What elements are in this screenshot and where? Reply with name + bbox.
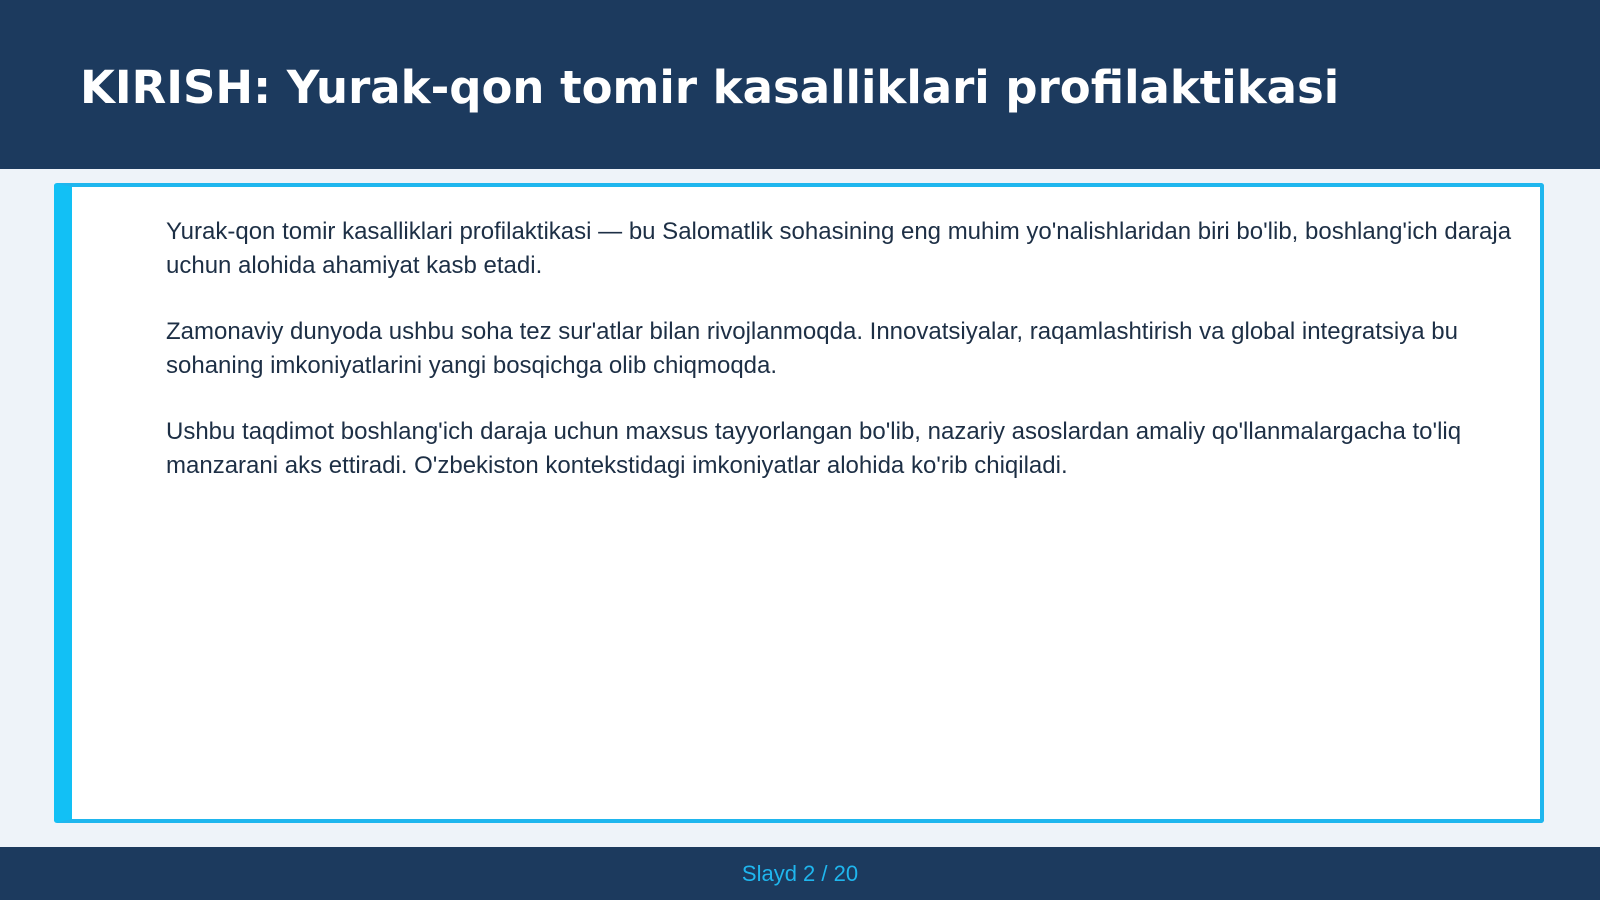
slide-counter: Slayd 2 / 20: [741, 861, 859, 886]
intro-paragraph: Yurak-qon tomir kasalliklari profilaktikasi — bu Salomatlik sohasining eng muhim yo'nalishlaridan biri bo'lib, boshlang'ich daraja uchun alohida ahamiyat kasb etadi.: [166, 218, 1512, 279]
development-paragraph: Zamonaviy dunyoda ushbu soha tez sur'atlar bilan rivojlanmoqda. Innovatsiyalar, raqamlashtirish va global integratsiya bu sohaning imkoniyatlarini yangi bosqichga olib chiqmoqda.: [166, 318, 1458, 379]
slide-title: KIRISH: Yurak-qon tomir kasalliklari profilaktikasi: [80, 61, 1340, 114]
slide-header: [0, 0, 1600, 169]
slide-footer: [0, 847, 1600, 900]
content-body: [166, 215, 1536, 515]
presentation-purpose-paragraph: Ushbu taqdimot boshlang'ich daraja uchun maxsus tayyorlangan bo'lib, nazariy asoslardan amaliy qo'llanmalargacha to'liq manzarani aks ettiradi. O'zbekiston kontekstidagi imkoniyatlar alohida ko'rib chiqiladi.: [166, 418, 1462, 479]
content-card: [54, 183, 1544, 823]
